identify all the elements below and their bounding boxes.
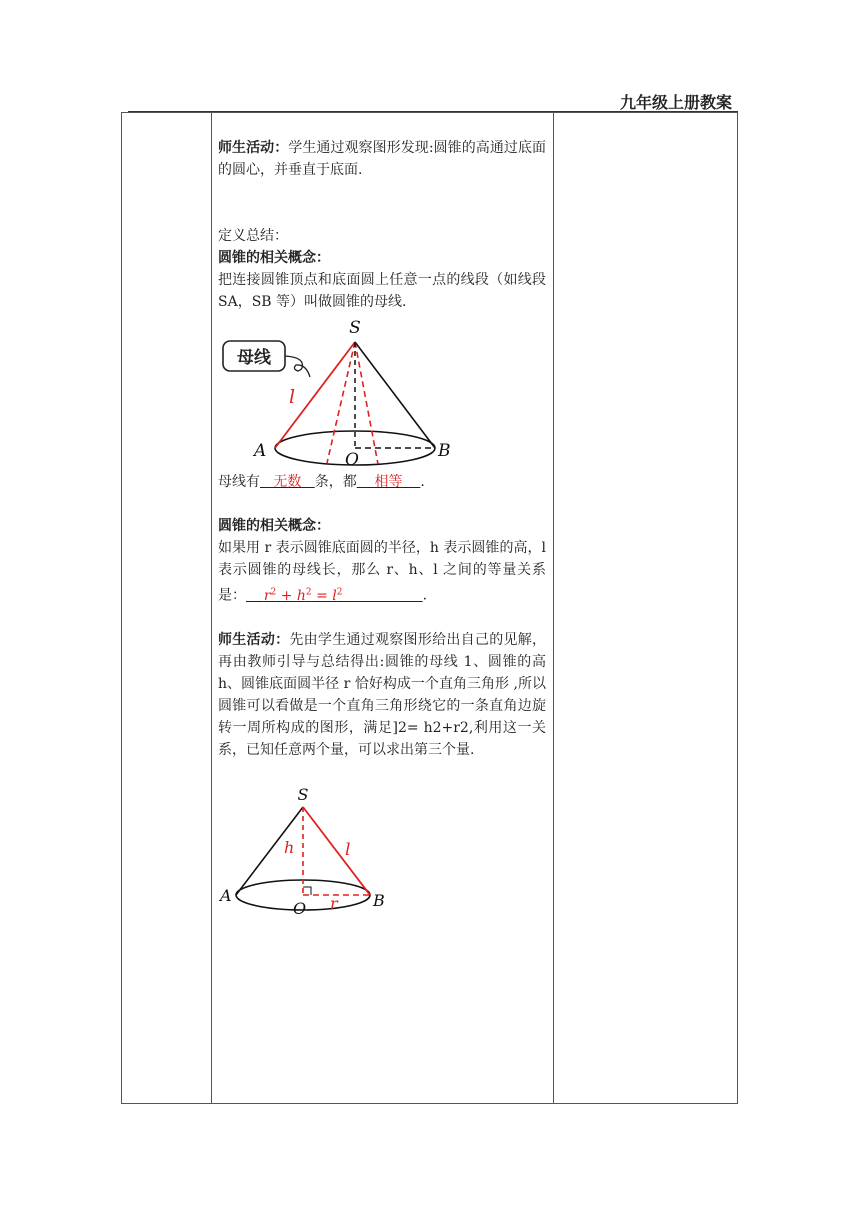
generatrix-fill-in: 母线有 无数 条，都 相等 . <box>218 474 425 490</box>
generatrix-callout-text: 母线 <box>237 348 271 368</box>
generatrix-dashed-2 <box>355 342 378 464</box>
formula-blank: $r^2 + h^2 = l^2$ <box>263 587 343 604</box>
right-angle-mark <box>303 887 311 895</box>
activity-label-2: 师生活动： <box>218 631 290 648</box>
label2-o: O <box>293 898 307 918</box>
label-a: A <box>254 441 267 461</box>
cone-generatrix-figure <box>218 319 468 469</box>
label2-a: A <box>220 885 232 905</box>
observation-text: 学生通过观察图形发现:圆锥的高通过底面的圆心，并垂直于底面. <box>218 140 546 178</box>
table-column-divider-2 <box>553 113 554 1103</box>
blank-equal: 相等 <box>374 474 403 490</box>
label-s: S <box>349 319 361 338</box>
cone-right-triangle-figure <box>218 787 418 927</box>
label-b: B <box>438 441 451 461</box>
generatrix-definition: 把连接圆锥顶点和底面圆上任意一点的线段（如线段 SA，SB 等）叫做圆锥的母线. <box>218 272 546 310</box>
activity-label: 师生活动： <box>218 140 289 156</box>
lesson-content-cell <box>218 137 546 929</box>
paragraph-relation-explanation: 师生活动：先由学生通过观察图形给出自己的见解，再由教师引导与总结得出:圆锥的母线 1、圆锥的高 h、圆锥底面圆半径 r 恰好构成一个直角三角形 ,所以圆锥可以看做是一个直角三角形绕它的一条直角边旋转一周所构成的图形，满足]2= h2+r2,利用这一关系，已知任意两个量，可以求出第三个量. <box>218 631 547 758</box>
label2-l: l <box>345 839 351 860</box>
blank-count: 无数 <box>273 474 302 490</box>
cone-edge-sb <box>355 342 435 448</box>
definition-summary-label: 定义总结： <box>218 228 288 244</box>
concept-heading: 圆锥的相关概念： <box>218 250 330 266</box>
label-o: O <box>345 450 359 469</box>
label2-b: B <box>373 890 385 910</box>
concept-heading-2: 圆锥的相关概念： <box>218 518 330 534</box>
relation-paragraph: 如果用 r 表示圆锥底面圆的半径，h 表示圆锥的高，l 表示圆锥的母线长，那么 r、h、l 之间的等量关系是： $r^2 + h^2 = l^2$ . <box>218 540 546 604</box>
table-column-divider-1 <box>211 113 212 1103</box>
label2-s: S <box>297 786 309 804</box>
callout-curl <box>285 356 310 377</box>
label2-r: r <box>330 893 338 913</box>
label-l: l <box>289 386 296 408</box>
document-header-title: 九年级上册教案 <box>619 93 732 112</box>
paragraph-observation <box>218 137 546 181</box>
label2-h: h <box>284 837 295 857</box>
